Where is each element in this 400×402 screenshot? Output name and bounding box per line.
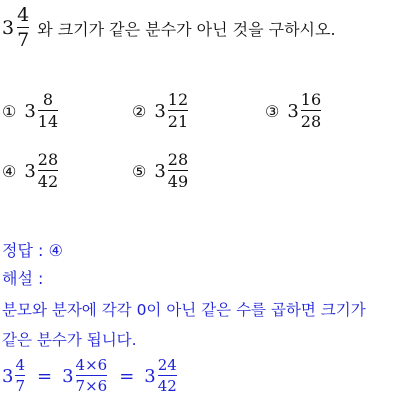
choice-numerator: 28	[37, 150, 59, 169]
explanation-formula	[2, 358, 179, 394]
choice-numerator: 28	[167, 150, 189, 169]
choice-mark: ③	[265, 101, 280, 121]
question-mixed-number	[2, 6, 31, 50]
choice-mark: ②	[132, 101, 147, 121]
choice-denominator: 49	[167, 172, 189, 191]
question-denominator: 7	[17, 29, 30, 51]
choice-whole: 3	[154, 100, 166, 122]
equals-sign: =	[119, 365, 135, 387]
choice-denominator: 42	[37, 172, 59, 191]
choice-5[interactable]	[132, 152, 190, 190]
choice-denominator: 28	[300, 112, 322, 131]
choice-fraction	[166, 92, 190, 130]
choice-fraction	[166, 152, 190, 190]
question-numerator: 4	[17, 4, 30, 26]
choice-numerator: 8	[42, 90, 54, 109]
formula-a-whole: 3	[2, 365, 14, 387]
formula-b-fraction	[74, 358, 110, 394]
formula-a-denominator: 7	[15, 377, 25, 395]
choice-4[interactable]	[2, 152, 60, 190]
answer-label: 정답 : ④	[2, 241, 63, 260]
choice-numerator: 12	[167, 90, 189, 109]
choice-whole: 3	[24, 100, 36, 122]
question-text: 와 크기가 같은 분수가 아닌 것을 구하시오.	[37, 19, 336, 39]
formula-b-whole: 3	[62, 365, 74, 387]
explanation-line-2: 같은 분수가 됩니다.	[2, 331, 137, 349]
formula-c-denominator: 42	[157, 377, 177, 395]
choice-fraction	[299, 92, 323, 130]
choice-1[interactable]	[2, 92, 60, 130]
choice-denominator: 21	[167, 112, 189, 131]
choice-whole: 3	[154, 160, 166, 182]
choice-2[interactable]	[132, 92, 190, 130]
choice-numerator: 16	[300, 90, 322, 109]
formula-c-whole: 3	[144, 365, 156, 387]
choice-3[interactable]	[265, 92, 323, 130]
question-whole: 3	[2, 17, 15, 39]
choice-mark: ⑤	[132, 161, 147, 181]
explanation-line-1: 분모와 분자에 각각 0이 아닌 같은 수를 곱하면 크기가	[2, 301, 366, 319]
formula-c-fraction	[156, 358, 179, 394]
equals-sign: =	[37, 365, 53, 387]
choice-denominator: 14	[37, 112, 59, 131]
choice-fraction	[36, 92, 60, 130]
explanation-label: 해설 :	[2, 269, 44, 288]
formula-b-numerator: 4×6	[75, 356, 108, 374]
question-fraction	[15, 6, 31, 50]
formula-c-numerator: 24	[157, 356, 177, 374]
formula-b-denominator: 7×6	[75, 377, 108, 395]
question-line	[2, 6, 336, 50]
formula-a-numerator: 4	[15, 356, 25, 374]
choice-whole: 3	[287, 100, 299, 122]
choice-mark: ④	[2, 161, 17, 181]
choice-mark: ①	[2, 101, 17, 121]
choice-fraction	[36, 152, 60, 190]
formula-a-fraction	[13, 358, 27, 394]
choice-whole: 3	[24, 160, 36, 182]
